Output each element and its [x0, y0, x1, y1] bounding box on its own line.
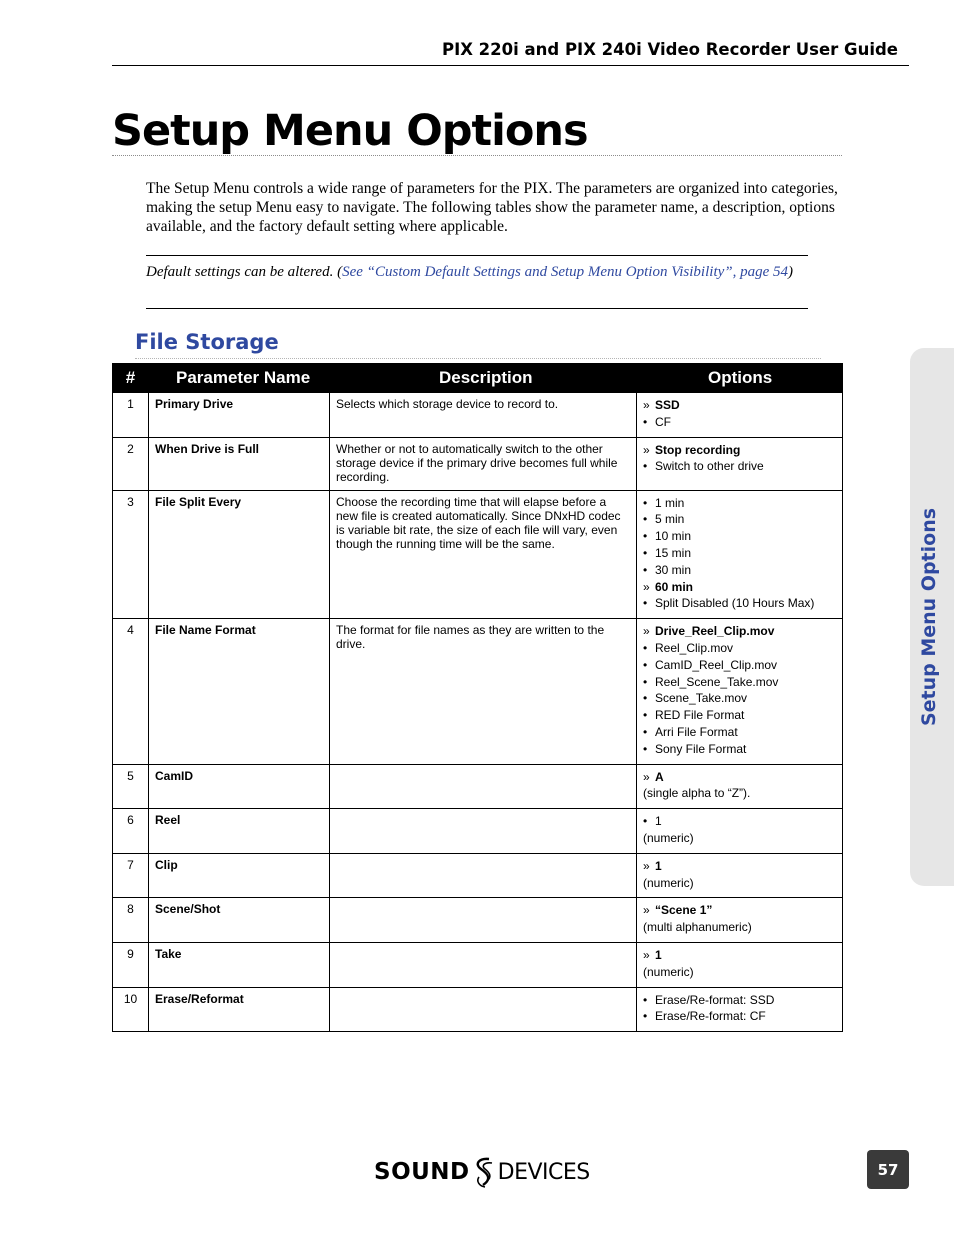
option-item: [643, 414, 836, 431]
option-item: [643, 528, 836, 545]
default-settings-note: [146, 263, 808, 281]
bullet-icon: •: [643, 814, 648, 829]
row-number: 1: [113, 393, 149, 438]
option-item: [643, 595, 836, 612]
option-item: [643, 545, 836, 562]
header-options: Options: [637, 364, 843, 393]
option-label: 5 min: [655, 512, 685, 527]
option-label: 1 min: [655, 495, 685, 510]
option-default: [643, 947, 836, 964]
parameter-name: Primary Drive: [149, 393, 330, 438]
parameter-name: Reel: [149, 809, 330, 854]
parameter-name: CamID: [149, 764, 330, 809]
default-marker-icon: »: [643, 858, 650, 873]
table-row: [113, 898, 843, 943]
default-marker-icon: »: [643, 947, 650, 962]
default-marker-icon: »: [643, 579, 650, 594]
custom-default-settings-link[interactable]: See “Custom Default Settings and Setup Menu Option Visibility”, page 54: [342, 264, 789, 280]
parameter-options: [637, 853, 843, 898]
default-marker-icon: »: [643, 903, 650, 918]
option-item: [643, 511, 836, 528]
header-description: Description: [330, 364, 637, 393]
parameter-name: Clip: [149, 853, 330, 898]
option-label: Split Disabled (10 Hours Max): [655, 596, 815, 611]
option-label: CamID_Reel_Clip.mov: [655, 657, 778, 672]
table-row: [113, 809, 843, 854]
parameter-options: [637, 898, 843, 943]
parameter-name: Scene/Shot: [149, 898, 330, 943]
bullet-icon: •: [643, 495, 648, 510]
parameter-name: File Split Every: [149, 490, 330, 619]
bullet-icon: •: [643, 529, 648, 544]
bullet-icon: •: [643, 1009, 648, 1024]
option-note: (numeric): [643, 830, 694, 845]
parameter-name: When Drive is Full: [149, 437, 330, 490]
logo-swirl-icon: [471, 1155, 497, 1189]
option-item: [643, 813, 836, 830]
bullet-icon: •: [643, 741, 648, 756]
option-label: Reel_Scene_Take.mov: [655, 674, 779, 689]
option-note: (single alpha to “Z”).: [643, 786, 751, 801]
parameter-description: [330, 853, 637, 898]
default-marker-icon: »: [643, 398, 650, 412]
option-label: “Scene 1”: [655, 903, 713, 918]
logo-sound-text: SOUND: [374, 1159, 470, 1185]
table-row: [113, 393, 843, 438]
row-number: 3: [113, 490, 149, 619]
sound-devices-logo: [374, 1154, 594, 1190]
bullet-icon: •: [643, 992, 648, 1007]
parameter-description: The format for file names as they are written to the drive.: [330, 619, 637, 764]
option-label: Stop recording: [655, 442, 741, 457]
parameter-options: [637, 942, 843, 987]
parameter-description: Whether or not to automatically switch to the other storage device if the primary drive becomes full while recording.: [330, 437, 637, 490]
row-number: 6: [113, 809, 149, 854]
parameter-options: [637, 393, 843, 438]
note-top-rule: [146, 255, 808, 256]
option-item: [643, 657, 836, 674]
note-close: ): [788, 264, 794, 280]
bullet-icon: •: [643, 674, 648, 689]
option-item: [643, 674, 836, 691]
parameter-options: [637, 619, 843, 764]
table-body: [113, 393, 843, 1032]
bullet-icon: •: [643, 724, 648, 739]
option-item: [643, 707, 836, 724]
row-number: 2: [113, 437, 149, 490]
row-number: 9: [113, 942, 149, 987]
note-bottom-rule: [146, 308, 808, 309]
header-parameter-name: Parameter Name: [149, 364, 330, 393]
option-item: [643, 640, 836, 657]
option-label: SSD: [655, 398, 680, 412]
default-marker-icon: »: [643, 624, 650, 639]
option-label: Drive_Reel_Clip.mov: [655, 624, 775, 639]
default-marker-icon: »: [643, 769, 650, 784]
bullet-icon: •: [643, 640, 648, 655]
table-row: [113, 490, 843, 619]
option-item: [643, 690, 836, 707]
bullet-icon: •: [643, 708, 648, 723]
bullet-icon: •: [643, 562, 648, 577]
option-item: [643, 495, 836, 512]
parameter-description: [330, 764, 637, 809]
parameter-options: [637, 490, 843, 619]
option-label: 1: [655, 947, 662, 962]
parameter-description: [330, 898, 637, 943]
table-row: [113, 942, 843, 987]
option-default: [643, 769, 836, 786]
section-heading: File Storage: [135, 330, 279, 354]
page-number-badge: 57: [867, 1150, 909, 1189]
parameter-options: [637, 437, 843, 490]
option-label: Erase/Re-format: CF: [655, 1009, 766, 1024]
option-default: [643, 579, 836, 596]
option-label: 30 min: [655, 562, 692, 577]
bullet-icon: •: [643, 545, 648, 560]
note-text: Default settings can be altered. (: [146, 264, 343, 280]
logo-devices-text: DEVICES: [497, 1159, 590, 1185]
option-label: 1: [655, 814, 662, 829]
guide-title: PIX 220i and PIX 240i Video Recorder User Guide: [441, 40, 898, 59]
option-label: 15 min: [655, 545, 692, 560]
option-label: Reel_Clip.mov: [655, 640, 734, 655]
parameter-options: [637, 764, 843, 809]
option-default: [643, 858, 836, 875]
intro-paragraph: The Setup Menu controls a wide range of parameters for the PIX. The parameters are organized into categories, making the setup Menu easy to navigate. The following tables show the parameter name, a description, options available, and the factory default setting where applicable.: [146, 180, 838, 235]
parameter-description: Selects which storage device to record to.: [330, 393, 637, 438]
option-note: (numeric): [643, 875, 694, 890]
parameter-name: Erase/Reformat: [149, 987, 330, 1032]
row-number: 7: [113, 853, 149, 898]
option-label: Sony File Format: [655, 741, 747, 756]
row-number: 8: [113, 898, 149, 943]
parameter-description: [330, 987, 637, 1032]
option-label: 60 min: [655, 579, 694, 594]
parameter-options: [637, 809, 843, 854]
option-note: (numeric): [643, 964, 694, 979]
header-rule: [112, 65, 909, 66]
file-storage-table: [112, 363, 843, 1032]
side-tab-label: Setup Menu Options: [918, 507, 940, 727]
option-default: [643, 902, 836, 919]
bullet-icon: •: [643, 657, 648, 672]
option-label: RED File Format: [655, 708, 745, 723]
parameter-name: Take: [149, 942, 330, 987]
option-default: [643, 397, 836, 414]
row-number: 5: [113, 764, 149, 809]
table-header-row: [113, 364, 843, 393]
table-row: [113, 853, 843, 898]
option-default: [643, 623, 836, 640]
bullet-icon: •: [643, 459, 648, 474]
section-rule: [135, 358, 821, 359]
option-item: [643, 458, 836, 475]
option-default: [643, 442, 836, 459]
option-note: (multi alphanumeric): [643, 920, 752, 935]
row-number: 10: [113, 987, 149, 1032]
title-rule: [112, 155, 842, 156]
table-row: [113, 437, 843, 490]
option-label: Erase/Re-format: SSD: [655, 992, 775, 1007]
option-label: Arri File Format: [655, 724, 738, 739]
parameter-description: [330, 809, 637, 854]
parameter-options: [637, 987, 843, 1032]
bullet-icon: •: [643, 512, 648, 527]
table-row: [113, 764, 843, 809]
option-label: Scene_Take.mov: [655, 691, 748, 706]
parameter-name: File Name Format: [149, 619, 330, 764]
option-item: [643, 741, 836, 758]
bullet-icon: •: [643, 414, 648, 429]
default-marker-icon: »: [643, 442, 650, 457]
option-label: Switch to other drive: [655, 459, 764, 474]
table-row: [113, 619, 843, 764]
option-label: 10 min: [655, 529, 692, 544]
table-row: [113, 987, 843, 1032]
row-number: 4: [113, 619, 149, 764]
bullet-icon: •: [643, 596, 648, 611]
parameter-description: Choose the recording time that will elapse before a new file is created automatically. Since DNxHD codec is variable bit rate, the size of each file will vary, even though the running time will be the same.: [330, 490, 637, 619]
option-item: [643, 1008, 836, 1025]
option-item: [643, 992, 836, 1009]
bullet-icon: •: [643, 691, 648, 706]
option-label: CF: [655, 414, 671, 429]
header-number: #: [113, 364, 149, 393]
parameter-description: [330, 942, 637, 987]
option-item: [643, 562, 836, 579]
option-item: [643, 724, 836, 741]
page-title: Setup Menu Options: [112, 106, 588, 156]
option-label: A: [655, 769, 664, 784]
option-label: 1: [655, 858, 662, 873]
